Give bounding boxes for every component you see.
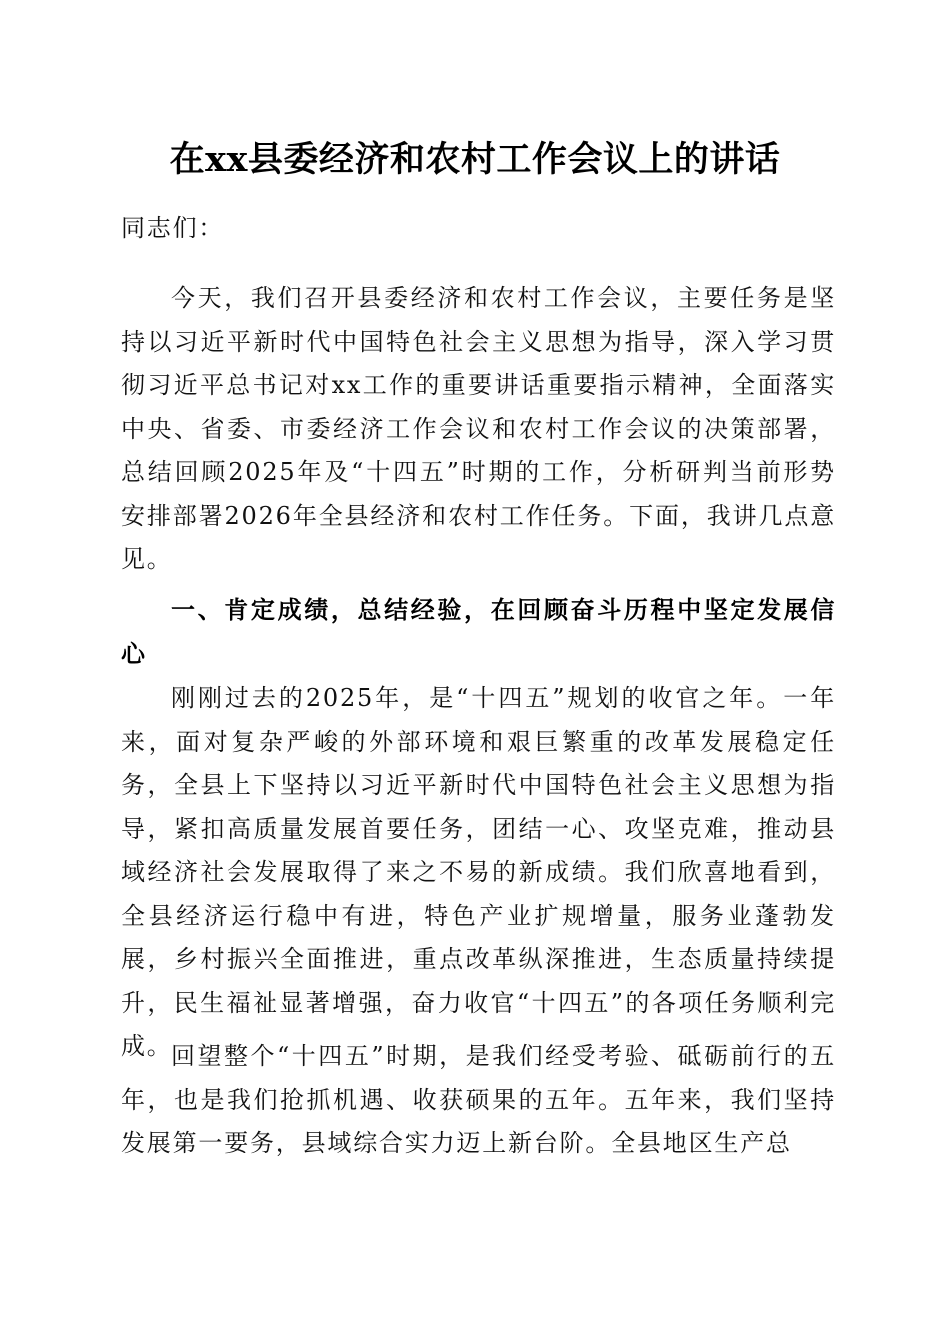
paragraph-14th-five-year-review: 回望整个“十四五”时期，是我们经受考验、砥砺前行的五年，也是我们抢抓机遇、收获硕果的五年。五年来，我们坚持发展第一要务，县域综合实力迈上新台阶。全县地区生产总 [121,1042,836,1157]
salutation: 同志们： [121,214,225,242]
paragraph-opening: 今天，我们召开县委经济和农村工作会议，主要任务是坚持以习近平新时代中国特色社会主义思想为指导，深入学习贯彻习近平总书记对xx工作的重要讲话重要指示精神，全面落实中央、省委、市委经济工作会议和农村工作会议的决策部署，总结回顾2025年及“十四五”时期的工作，分析研判当前形势安排部署2026年全县经济和农村工作任务。下面，我讲几点意见。 [121,284,836,573]
document-title: 在xx县委经济和农村工作会议上的讲话 [169,139,781,180]
paragraph-2025-review: 刚刚过去的2025年，是“十四五”规划的收官之年。一年来，面对复杂严峻的外部环境和艰巨繁重的改革发展稳定任务，全县上下坚持以习近平新时代中国特色社会主义思想为指导，紧扣高质量发展首要任务，团结一心、攻坚克难，推动县域经济社会发展取得了来之不易的新成绩。我们欣喜地看到，全县经济运行稳中有进，特色产业扩规增量，服务业蓬勃发展，乡村振兴全面推进，重点改革纵深推进，生态质量持续提升，民生福祉显著增强，奋力收官“十四五”的各项任务顺利完成。 [121,684,836,1060]
section-heading-1: 一、肯定成绩，总结经验，在回顾奋斗历程中坚定发展信心 [121,596,836,668]
